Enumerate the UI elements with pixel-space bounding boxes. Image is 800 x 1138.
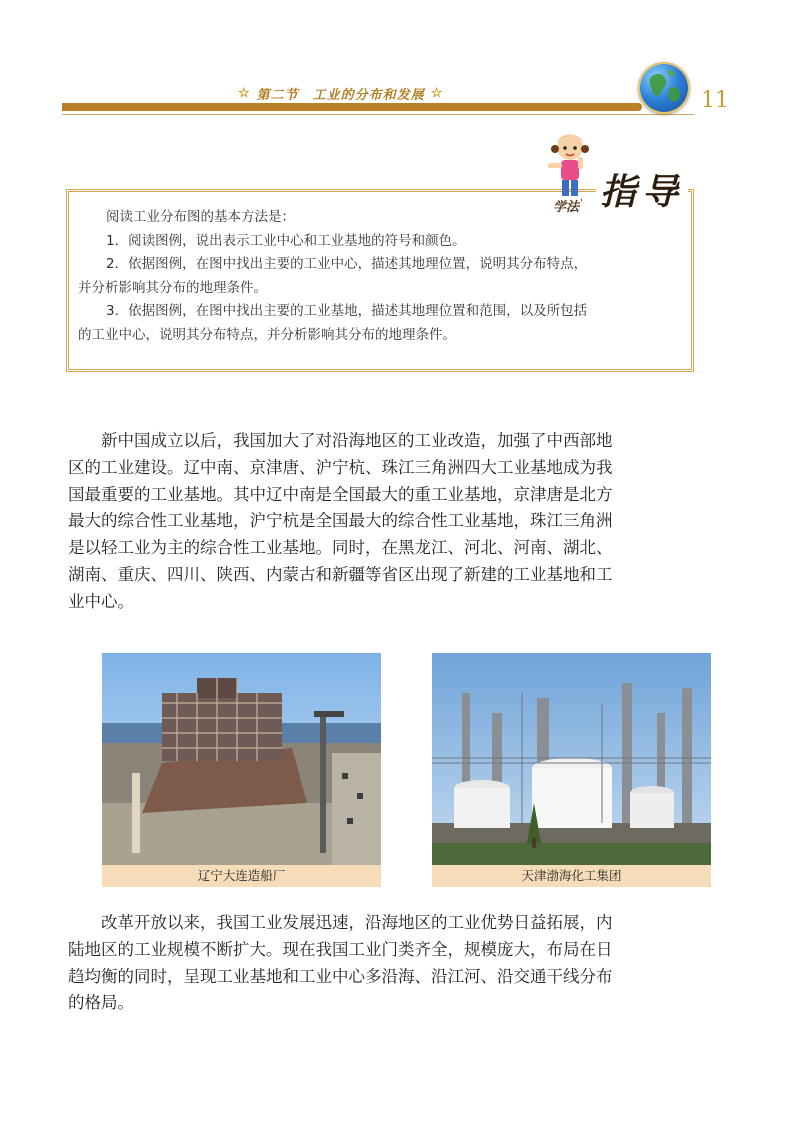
section-label: 第二节	[256, 87, 299, 103]
body-paragraph-1	[68, 428, 616, 616]
paragraph-text: 改革开放以来，我国工业发展迅速，沿海地区的工业优势日益拓展，内陆地区的工业规模不断扩大。现在我国工业门类齐全，规模庞大，布局在日趋均衡的同时，呈现工业基地和工业中心多沿海、沿江河、沿交通干线分布的格局。	[68, 913, 613, 1013]
guide-step-3b: 的工业中心，说明其分布特点，并分析影响其分布的地理条件。	[78, 326, 456, 343]
guide-badge-sub: 学法	[551, 196, 581, 215]
header-rule	[62, 103, 642, 111]
petrochemical-figure	[432, 653, 711, 887]
section-title: 工业的分布和发展	[312, 87, 425, 103]
guide-intro: 阅读工业分布图的基本方法是：	[106, 209, 295, 225]
star-icon: ☆	[238, 85, 251, 101]
globe-icon	[638, 62, 690, 114]
guide-step-1: 1．阅读图例，说出表示工业中心和工业基地的符号和颜色。	[106, 232, 466, 249]
paragraph-text: 新中国成立以后，我国加大了对沿海地区的工业改造，加强了中西部地区的工业建设。辽中南、京津唐、沪宁杭、珠江三角洲四大工业基地成为我国最重要的工业基地。其中辽中南是全国最大的重工业基地，京津唐是北方最大的综合性工业基地，沪宁杭是全国最大的综合性工业基地，珠江三角洲是以轻工业为主的综合性工业基地。同时，在黑龙江、河北、河南、湖北、湖南、重庆、四川、陕西、内蒙古和新疆等省区出现了新建的工业基地和工业中心。	[68, 431, 613, 611]
guide-content	[78, 206, 690, 347]
shipyard-photo	[102, 653, 381, 865]
running-header	[232, 82, 552, 104]
petrochemical-caption: 天津渤海化工集团	[432, 865, 711, 887]
guide-step-3a: 3．依据图例，在图中找出主要的工业基地，描述其地理位置和范围，以及所包括	[106, 303, 588, 319]
body-paragraph-2	[68, 910, 616, 1017]
guide-step-2b: 并分析影响其分布的地理条件。	[78, 279, 267, 296]
guide-step-2a: 2．依据图例，在图中找出主要的工业中心，描述其地理位置，说明其分布特点，	[106, 256, 588, 272]
petrochemical-photo	[432, 653, 711, 865]
header-rule-thin	[62, 114, 694, 115]
guide-badge-title: 指导	[596, 170, 688, 214]
page-number: 11	[701, 88, 729, 113]
shipyard-figure	[102, 653, 381, 887]
mascot-girl-icon	[540, 127, 600, 207]
shipyard-caption: 辽宁大连造船厂	[102, 865, 381, 887]
star-icon: ☆	[430, 85, 444, 101]
